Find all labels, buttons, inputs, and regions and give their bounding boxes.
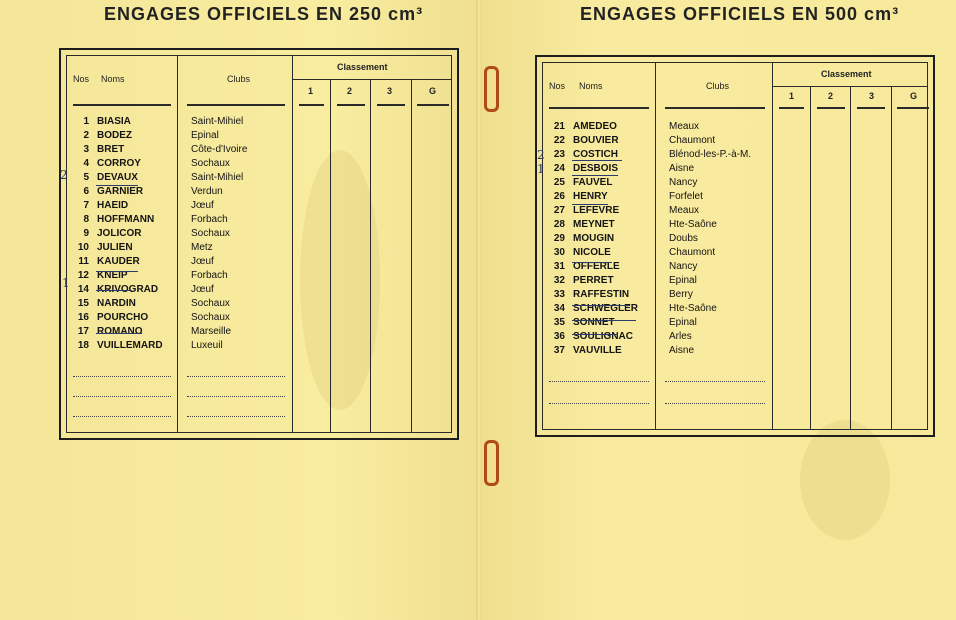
left-page-title: ENGAGES OFFICIELS EN 250 cm³ xyxy=(104,4,424,24)
list-item: 8 HOFFMANN Forbach xyxy=(83,214,228,225)
page-fold xyxy=(476,0,482,620)
underline-mark xyxy=(96,271,138,272)
underline-mark xyxy=(572,175,618,176)
header-rank-3: 3 xyxy=(387,86,393,96)
list-item: 1 BIASIA Saint-Mihiel xyxy=(83,116,244,127)
list-item: 24 DESBOIS Aisne xyxy=(553,163,695,174)
list-item: 36 SOULIGNAC Arles xyxy=(553,331,692,342)
list-item: 26 HENRY Forfelet xyxy=(553,191,703,202)
header-clubs: Clubs xyxy=(227,74,251,84)
underline-mark xyxy=(572,160,622,161)
underline-mark xyxy=(572,204,608,205)
underline-mark xyxy=(572,334,618,335)
header-rank-g: G xyxy=(910,91,918,101)
margin-mark: 1 xyxy=(62,276,70,290)
margin-mark: 2 xyxy=(60,168,68,182)
list-item: 9 JOLICOR Sochaux xyxy=(83,228,230,239)
underline-mark xyxy=(96,290,132,291)
underline-mark xyxy=(96,333,142,334)
header-names: Noms xyxy=(579,81,603,91)
list-item: 37 VAUVILLE Aisne xyxy=(553,345,695,356)
right-page-title: ENGAGES OFFICIELS EN 500 cm³ xyxy=(580,4,900,24)
header-classement: Classement xyxy=(821,69,872,79)
list-item: 12 KNEIP Forbach xyxy=(77,270,228,281)
list-item: 16 POURCHO Sochaux xyxy=(77,312,230,323)
header-names: Noms xyxy=(101,74,125,84)
list-item: 18 VUILLEMARD Luxeuil xyxy=(77,340,223,351)
staple-top xyxy=(484,66,499,112)
header-rank-2: 2 xyxy=(347,86,353,96)
underline-mark xyxy=(572,320,636,321)
paper-stain xyxy=(800,420,890,540)
list-item: 21 AMEDEO Meaux xyxy=(553,121,700,132)
list-item: 5 DEVAUX Saint-Mihiel xyxy=(83,172,244,183)
list-item: 23 COSTICH Blénod-les-P.-à-M. xyxy=(553,149,752,160)
list-item: 10 JULIEN Metz xyxy=(77,242,213,253)
list-item: 15 NARDIN Sochaux xyxy=(77,298,230,309)
list-item: 17 ROMANO Marseille xyxy=(77,326,232,337)
list-item: 6 GARNIER Verdun xyxy=(83,186,223,197)
underline-mark xyxy=(572,305,630,306)
list-item: 27 LEFEVRE Meaux xyxy=(553,205,700,216)
list-item: 28 MEYNET Hte-Saône xyxy=(553,219,717,230)
header-clubs: Clubs xyxy=(706,81,730,91)
list-item: 4 CORROY Sochaux xyxy=(83,158,230,169)
underline-mark xyxy=(96,185,138,186)
underline-mark xyxy=(572,262,612,263)
list-item: 3 BRET Côte-d'Ivoire xyxy=(83,144,248,155)
list-item: 31 OFFERLE Nancy xyxy=(553,261,698,272)
list-item: 22 BOUVIER Chaumont xyxy=(553,135,716,146)
staple-bottom xyxy=(484,440,499,486)
right-entries-table xyxy=(535,55,935,437)
header-rank-2: 2 xyxy=(828,91,834,101)
header-num: Nos xyxy=(549,81,566,91)
list-item: 30 NICOLE Chaumont xyxy=(553,247,716,258)
header-rank-1: 1 xyxy=(789,91,795,101)
list-item: 32 PERRET Epinal xyxy=(553,275,697,286)
list-item: 33 RAFFESTIN Berry xyxy=(553,289,693,300)
list-item: 34 SCHWEGLER Hte-Saône xyxy=(553,303,717,314)
list-item: 29 MOUGIN Doubs xyxy=(553,233,698,244)
header-num: Nos xyxy=(73,74,90,84)
list-item: 11 KAUDER Jœuf xyxy=(78,256,214,267)
header-rank-3: 3 xyxy=(869,91,875,101)
header-classement: Classement xyxy=(337,62,388,72)
list-item: 25 FAUVEL Nancy xyxy=(553,177,698,188)
list-item: 7 HAEID Jœuf xyxy=(83,200,214,211)
margin-mark: 2 xyxy=(537,148,545,162)
list-item: 35 SONNET Epinal xyxy=(553,317,697,328)
list-item: 14 KRIVOGRAD Jœuf xyxy=(77,284,214,295)
margin-mark: 1 xyxy=(537,162,545,176)
list-item: 2 BODEZ Epinal xyxy=(83,130,219,141)
header-rank-g: G xyxy=(429,86,437,96)
header-rank-1: 1 xyxy=(308,86,314,96)
left-entries-table xyxy=(59,48,459,440)
